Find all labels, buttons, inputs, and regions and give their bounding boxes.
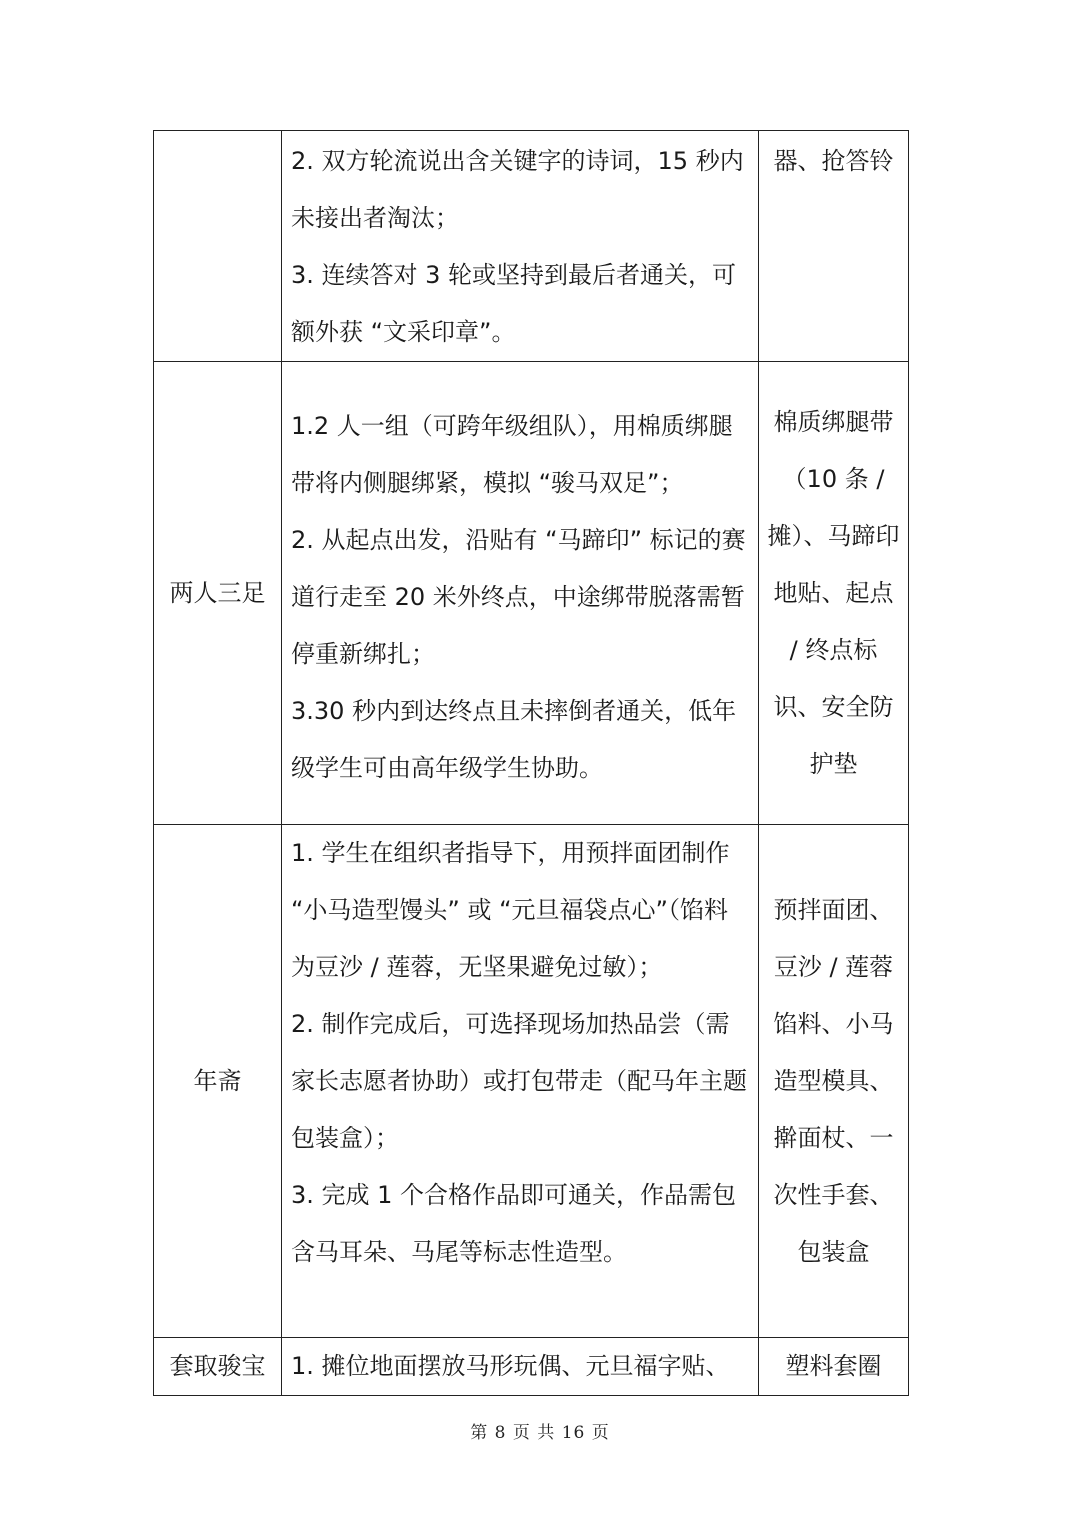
activity-materials-cell: 预拌面团、豆沙 / 莲蓉馅料、小马造型模具、擀面杖、一次性手套、包装盒 [759,825,909,1338]
page-number-footer: 第 8 页 共 16 页 [470,1423,610,1443]
rule-line: 3.30 秒内到达终点且未摔倒者通关，低年级学生可由高年级学生协助。 [291,696,737,782]
activity-rules-cell [282,362,759,825]
rule-line: 1.2 人一组（可跨年级组队），用棉质绑腿带将内侧腿绑紧，模拟 “骏马双足”； [291,411,733,497]
rule-line: 3. 完成 1 个合格作品即可通关，作品需包含马耳朵、马尾等标志性造型。 [291,1181,737,1266]
activity-name-cell [154,131,282,362]
rule-line: 1. 学生在组织者指导下，用预拌面团制作 “小马造型馒头” 或 “元旦福袋点心”（馅料为豆沙 / 莲蓉，无坚果避免过敏）； [291,839,730,981]
activity-rules-cell [282,1338,759,1396]
table-row [154,131,909,362]
rule-line: 2. 从起点出发，沿贴有 “马蹄印” 标记的赛道行走至 20 米外终点，中途绑带脱落需暂停重新绑扎； [291,525,746,668]
activity-materials-cell: 棉质绑腿带（10 条 / 摊）、马蹄印地贴、起点 / 终点标识、安全防护垫 [759,362,909,825]
activity-materials-cell: 塑料套圈 [759,1338,909,1396]
rule-line: 2. 双方轮流说出含关键字的诗词，15 秒内未接出者淘汰； [291,147,744,232]
rule-line: 2. 制作完成后，可选择现场加热品尝（需家长志愿者协助）或打包带走（配马年主题包装盒）； [291,1010,747,1152]
activity-rules-cell [282,131,759,362]
activity-rules-cell [282,825,759,1338]
table-row [154,1338,909,1396]
rule-line: 3. 连续答对 3 轮或坚持到最后者通关，可额外获 “文采印章”。 [291,261,737,346]
activity-name-cell: 年斋 [154,825,282,1338]
activity-name-cell: 套取骏宝 [154,1338,282,1396]
activity-name-cell: 两人三足 [154,362,282,825]
rule-line: 1. 摊位地面摆放马形玩偶、元旦福字贴、 [291,1352,730,1380]
table-row [154,362,909,825]
activity-materials-cell: 器、抢答铃 [759,131,909,362]
table-row [154,825,909,1338]
activity-table [153,130,909,1396]
